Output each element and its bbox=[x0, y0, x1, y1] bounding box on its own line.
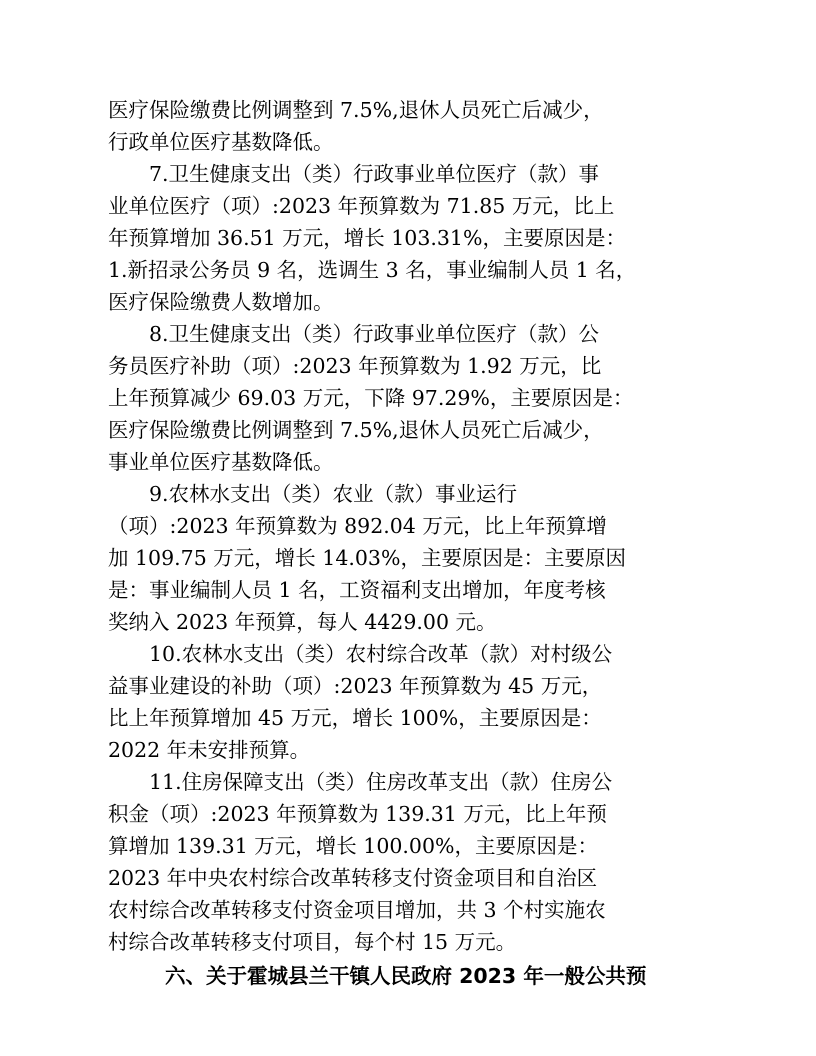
paragraph-line: 行政单位医疗基数降低。 bbox=[108, 130, 334, 154]
paragraph-line: 算增加 139.31 万元，增长 100.00%，主要原因是： bbox=[108, 834, 598, 858]
paragraph-line: 2023 年中央农村综合改革转移支付资金项目和自治区 bbox=[108, 866, 598, 890]
paragraph-line: 事业单位医疗基数降低。 bbox=[108, 450, 334, 474]
paragraph-line: 积金（项）:2023 年预算数为 139.31 万元，比上年预 bbox=[108, 802, 607, 826]
paragraph-line: 奖纳入 2023 年预算，每人 4429.00 元。 bbox=[108, 610, 497, 634]
paragraph-line: 农村综合改革转移支付资金项目增加，共 3 个村实施农 bbox=[108, 898, 606, 922]
paragraph-line: （项）:2023 年预算数为 892.04 万元，比上年预算增 bbox=[108, 514, 607, 538]
paragraph-line: 年预算增加 36.51 万元，增长 103.31%，主要原因是： bbox=[108, 226, 626, 250]
paragraph-line: 比上年预算增加 45 万元，增长 100%，主要原因是： bbox=[108, 706, 602, 730]
paragraph-line: 医疗保险缴费比例调整到 7.5%,退休人员死亡后减少， bbox=[108, 98, 604, 122]
section-heading: 六、关于霍城县兰干镇人民政府 2023 年一般公共预 bbox=[165, 964, 647, 988]
paragraph-line: 医疗保险缴费人数增加。 bbox=[108, 290, 334, 314]
paragraph-line: 务员医疗补助（项）:2023 年预算数为 1.92 万元，比 bbox=[108, 354, 602, 378]
paragraph-line: 9.农林水支出（类）农业（款）事业运行 bbox=[149, 482, 518, 506]
paragraph-line: 是：事业编制人员 1 名，工资福利支出增加，年度考核 bbox=[108, 578, 606, 602]
paragraph-line: 11.住房保障支出（类）住房改革支出（款）住房公 bbox=[149, 770, 613, 794]
paragraph-line: 上年预算减少 69.03 万元，下降 97.29%，主要原因是： bbox=[108, 386, 634, 410]
paragraph-line: 7.卫生健康支出（类）行政事业单位医疗（款）事 bbox=[149, 162, 600, 186]
paragraph-line: 益事业建设的补助（项）:2023 年预算数为 45 万元， bbox=[108, 674, 603, 698]
paragraph-line: 1.新招录公务员 9 名，选调生 3 名，事业编制人员 1 名， bbox=[108, 258, 637, 282]
paragraph-line: 10.农林水支出（类）农村综合改革（款）对村级公 bbox=[149, 642, 613, 666]
paragraph-line: 2022 年未安排预算。 bbox=[108, 738, 311, 762]
paragraph-line: 业单位医疗（项）:2023 年预算数为 71.85 万元，比上 bbox=[108, 194, 615, 218]
paragraph-line: 医疗保险缴费比例调整到 7.5%,退休人员死亡后减少， bbox=[108, 418, 604, 442]
paragraph-line: 村综合改革转移支付项目，每个村 15 万元。 bbox=[108, 930, 517, 954]
paragraph-line: 8.卫生健康支出（类）行政事业单位医疗（款）公 bbox=[149, 322, 600, 346]
paragraph-line: 加 109.75 万元，增长 14.03%，主要原因是：主要原因 bbox=[108, 546, 626, 570]
